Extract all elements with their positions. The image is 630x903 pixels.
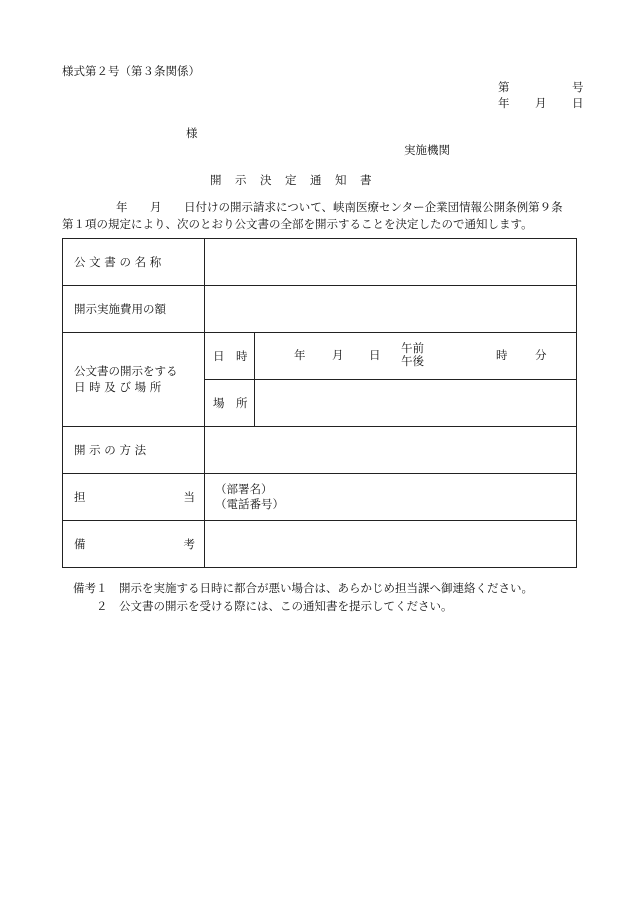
disclosure-table — [62, 238, 577, 568]
row-document-name — [63, 239, 577, 286]
field-remarks[interactable] — [205, 521, 577, 568]
datetime-pm: 午後 — [401, 354, 424, 368]
row-datetime — [63, 333, 577, 380]
note-2: ２ 公文書の開示を受ける際には、この通知書を提示してください。 — [73, 599, 453, 613]
body-month: 月 — [150, 200, 162, 214]
label-place: 場 所 — [205, 380, 255, 427]
label-remarks: 備 考 — [63, 521, 205, 568]
body-line1: 日付けの開示請求について、峡南医療センター企業団情報公開条例第９条 — [184, 200, 563, 214]
field-datetime[interactable] — [255, 333, 577, 380]
row-person — [63, 474, 577, 521]
datetime-minute: 分 — [535, 348, 547, 362]
field-document-name[interactable] — [205, 239, 577, 286]
body-year: 年 — [116, 200, 128, 214]
label-document-name: 公 文 書 の 名 称 — [63, 239, 205, 286]
department-label: （部署名） — [215, 482, 273, 496]
doc-number-suffix: 号 — [572, 80, 584, 94]
datetime-am: 午前 — [401, 341, 424, 355]
label-datetime-place: 公文書の開示をする 日 時 及 び 場 所 — [63, 333, 205, 427]
body-line2: 第１項の規定により、次のとおり公文書の全部を開示することを決定したので通知します。 — [62, 217, 533, 231]
date-month: 月 — [535, 96, 547, 110]
date-day: 日 — [572, 96, 584, 110]
row-remarks — [63, 521, 577, 568]
field-fee[interactable] — [205, 286, 577, 333]
addressee-suffix: 様 — [186, 126, 198, 140]
issuer: 実施機関 — [404, 143, 450, 157]
datetime-day: 日 — [369, 348, 381, 362]
label-datetime: 日 時 — [205, 333, 255, 380]
document-title: 開 示 決 定 通 知 書 — [210, 173, 373, 187]
notes — [73, 579, 533, 615]
datetime-month: 月 — [332, 348, 344, 362]
field-place[interactable] — [255, 380, 577, 427]
row-method — [63, 427, 577, 474]
field-person[interactable] — [205, 474, 577, 521]
form-number: 様式第２号（第３条関係） — [62, 64, 200, 78]
datetime-hour: 時 — [496, 348, 508, 362]
row-fee — [63, 286, 577, 333]
label-person: 担 当 — [63, 474, 205, 521]
phone-label: （電話番号） — [215, 497, 284, 511]
label-fee: 開示実施費用の額 — [63, 286, 205, 333]
date-year: 年 — [498, 96, 510, 110]
label-method: 開 示 の 方 法 — [63, 427, 205, 474]
doc-number-prefix: 第 — [498, 80, 510, 94]
datetime-year: 年 — [294, 348, 306, 362]
field-method[interactable] — [205, 427, 577, 474]
note-1: 備考１ 開示を実施する日時に都合が悪い場合は、あらかじめ担当課へ御連絡ください。 — [73, 581, 533, 595]
